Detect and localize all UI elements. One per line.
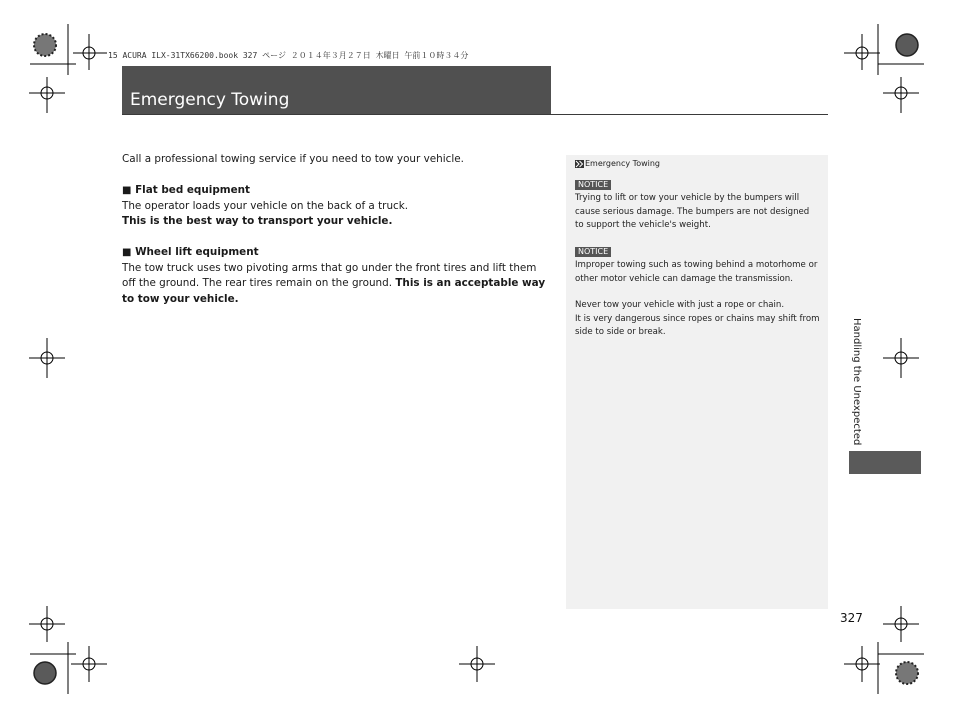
registration-target (29, 606, 65, 642)
wheel-lift-bold-text: This is an acceptable way to tow your vehicle. (122, 277, 546, 305)
bullet-square-icon: ■ (122, 185, 132, 196)
wheel-lift-paragraph (122, 261, 552, 308)
registration-target (883, 338, 919, 378)
intro-text: Call a professional towing service if you need to tow your vehicle. (122, 153, 464, 165)
corner-rosette (896, 34, 918, 56)
print-header-line: 15 ACURA ILX-31TX66200.book 327 ページ ２０１４年３月２７日 木曜日 午前１０時３４分 (108, 51, 469, 60)
sidebar-note-1: Never tow your vehicle with just a rope or chain. (575, 300, 785, 310)
page-number: 327 (840, 611, 863, 625)
wheel-lift-heading-label: Wheel lift equipment (135, 246, 259, 258)
registration-target (29, 77, 65, 113)
notes-sidebar (566, 155, 828, 609)
corner-rosette (34, 662, 56, 684)
registration-target (883, 606, 919, 642)
double-chevron-icon (575, 160, 584, 168)
corner-rosette (896, 662, 918, 684)
page-title: Emergency Towing (130, 90, 290, 110)
bullet-square-icon: ■ (122, 247, 132, 258)
chapter-tab (849, 451, 921, 474)
main-content (122, 152, 552, 307)
registration-target (844, 646, 880, 682)
title-bar (122, 66, 551, 114)
wheel-lift-heading (122, 245, 552, 261)
notice-text-1: Trying to lift or tow your vehicle by the bumpers will cause serious damage. The bumpers are not designed to support the vehicle's weight. (575, 193, 810, 230)
registration-target (29, 338, 65, 378)
registration-target (883, 77, 919, 113)
chapter-side-label (849, 318, 863, 448)
title-rule (122, 114, 828, 115)
sidebar-reference-title: Emergency Towing (585, 159, 660, 168)
notice-text-2: Improper towing such as towing behind a motorhome or other motor vehicle can damage the transmission. (575, 260, 818, 284)
corner-rosette (34, 34, 56, 56)
flatbed-heading-label: Flat bed equipment (135, 184, 250, 196)
chapter-side-label-text: Handling the Unexpected (851, 318, 862, 446)
registration-target (73, 34, 107, 70)
flatbed-heading (122, 183, 552, 199)
sidebar-reference (575, 157, 820, 171)
wheel-lift-text: The tow truck uses two pivoting arms that go under the front tires and lift them off the ground. The rear tires remain on the ground. (122, 261, 537, 289)
flatbed-bold-text: This is the best way to transport your vehicle. (122, 215, 393, 227)
registration-target (844, 34, 880, 70)
notice-badge: NOTICE (575, 247, 611, 257)
registration-target (71, 646, 107, 682)
sidebar-note-2: It is very dangerous since ropes or chains may shift from side to side or break. (575, 313, 820, 337)
flatbed-text: The operator loads your vehicle on the back of a truck. (122, 199, 409, 212)
registration-target (459, 646, 495, 682)
notice-badge: NOTICE (575, 180, 611, 190)
